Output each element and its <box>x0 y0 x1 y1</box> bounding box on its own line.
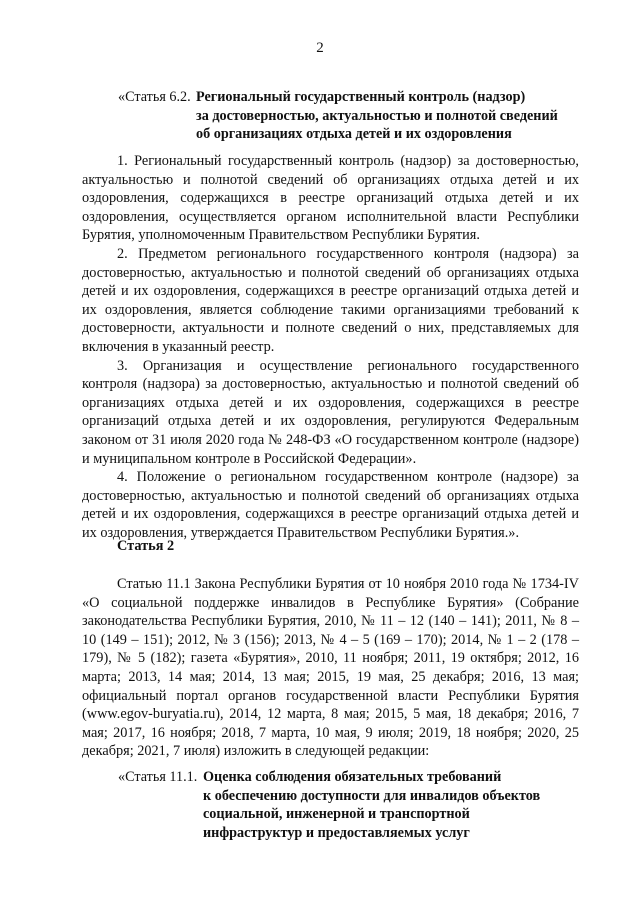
article-11-1-title <box>203 768 540 842</box>
article-6-2-title <box>196 88 558 144</box>
article-6-2-title-line: Региональный государственный контроль (надзор) <box>196 89 526 105</box>
article-6-2-title-line: об организациях отдыха детей и их оздоровления <box>196 126 512 142</box>
article-11-1-prefix: «Статья 11.1. <box>118 769 198 785</box>
paragraph-4: 4. Положение о региональном государственном контроле (надзоре) за достоверностью, актуальностью и полнотой сведений об организациях отдыха детей и их оздоровления, содержащихся в реестре организаций отдыха детей и их оздоровления, утверждается Правительством Республики Бурятия.». <box>82 469 579 541</box>
article-11-1-title-line: Оценка соблюдения обязательных требований <box>203 769 502 785</box>
article-11-1-heading <box>118 768 578 842</box>
article-2-heading: Статья 2 <box>117 538 175 554</box>
article-11-1-title-line: социальной, инженерной и транспортной <box>203 806 470 822</box>
article-2-paragraph: Статью 11.1 Закона Республики Бурятия от 10 ноября 2010 года № 1734-IV «О социальной поддержке инвалидов в Республике Бурятия» (Собрание законодательства Республики Бурятия, 2010, № 11 – 12 (140 – 141); 2011, № 8 – 10 (149 – 151); 2012, № 3 (156); 2013, № 4 – 5 (169 – 170); 2014, № 1 – 2 (178 – 179), № 5 (182); газета «Бурятия», 2010, 11 ноября; 2011, 19 октября; 2012, 16 марта; 2013, 14 мая; 2014, 13 мая; 2015, 19 мая, 25 декабря; 2016, 13 мая; официальный портал органов государственной власти Республики Бурятия (www.egov-buryatia.ru), 2014, 12 марта, 8 мая; 2015, 5 мая, 18 декабря; 2016, 7 мая; 2017, 16 ноября; 2018, 7 марта, 10 мая, 9 июля; 2019, 18 ноября; 2020, 25 декабря; 2021, 7 июля) изложить в следующей редакции: <box>82 576 579 760</box>
article-2-body <box>82 575 579 761</box>
paragraph-2: 2. Предметом регионального государственного контроля (надзора) за достоверностью, актуальностью и полнотой сведений об организациях отдыха детей и их оздоровления, содержащихся в реестре организаций отдыха детей и их оздоровления, является соблюдение такими организациями требований к достоверности, актуальности и полноте сведений о них, представляемых для включения в указанный реестр. <box>82 245 579 355</box>
article-6-2-heading <box>118 88 578 144</box>
page-number: 2 <box>316 40 324 56</box>
paragraph-1: 1. Региональный государственный контроль (надзор) за достоверностью, актуальностью и полнотой сведений об организациях отдыха детей и их оздоровления, содержащихся в реестре организаций отдыха детей и их оздоровления, осуществляется органом исполнительной власти Республики Бурятия, уполномоченным Правительством Республики Бурятия. <box>82 153 579 244</box>
article-6-2-prefix: «Статья 6.2. <box>118 89 191 105</box>
article-6-2-title-line: за достоверностью, актуальностью и полнотой сведений <box>196 107 558 124</box>
article-11-1-title-line: инфраструктур и предоставляемых услуг <box>203 824 470 841</box>
article-6-2-body <box>82 152 579 542</box>
paragraph-3: 3. Организация и осуществление регионального государственного контроля (надзора) за достоверностью, актуальностью и полнотой сведений об организациях отдыха детей и их оздоровления, содержащихся в реестре организаций отдыха детей и их оздоровления, регулируются Федеральным законом от 31 июля 2020 года № 248-ФЗ «О государственном контроле (надзоре) и муниципальном контроле в Российской Федерации». <box>82 357 579 467</box>
article-11-1-title-line: к обеспечению доступности для инвалидов объектов <box>203 787 541 804</box>
